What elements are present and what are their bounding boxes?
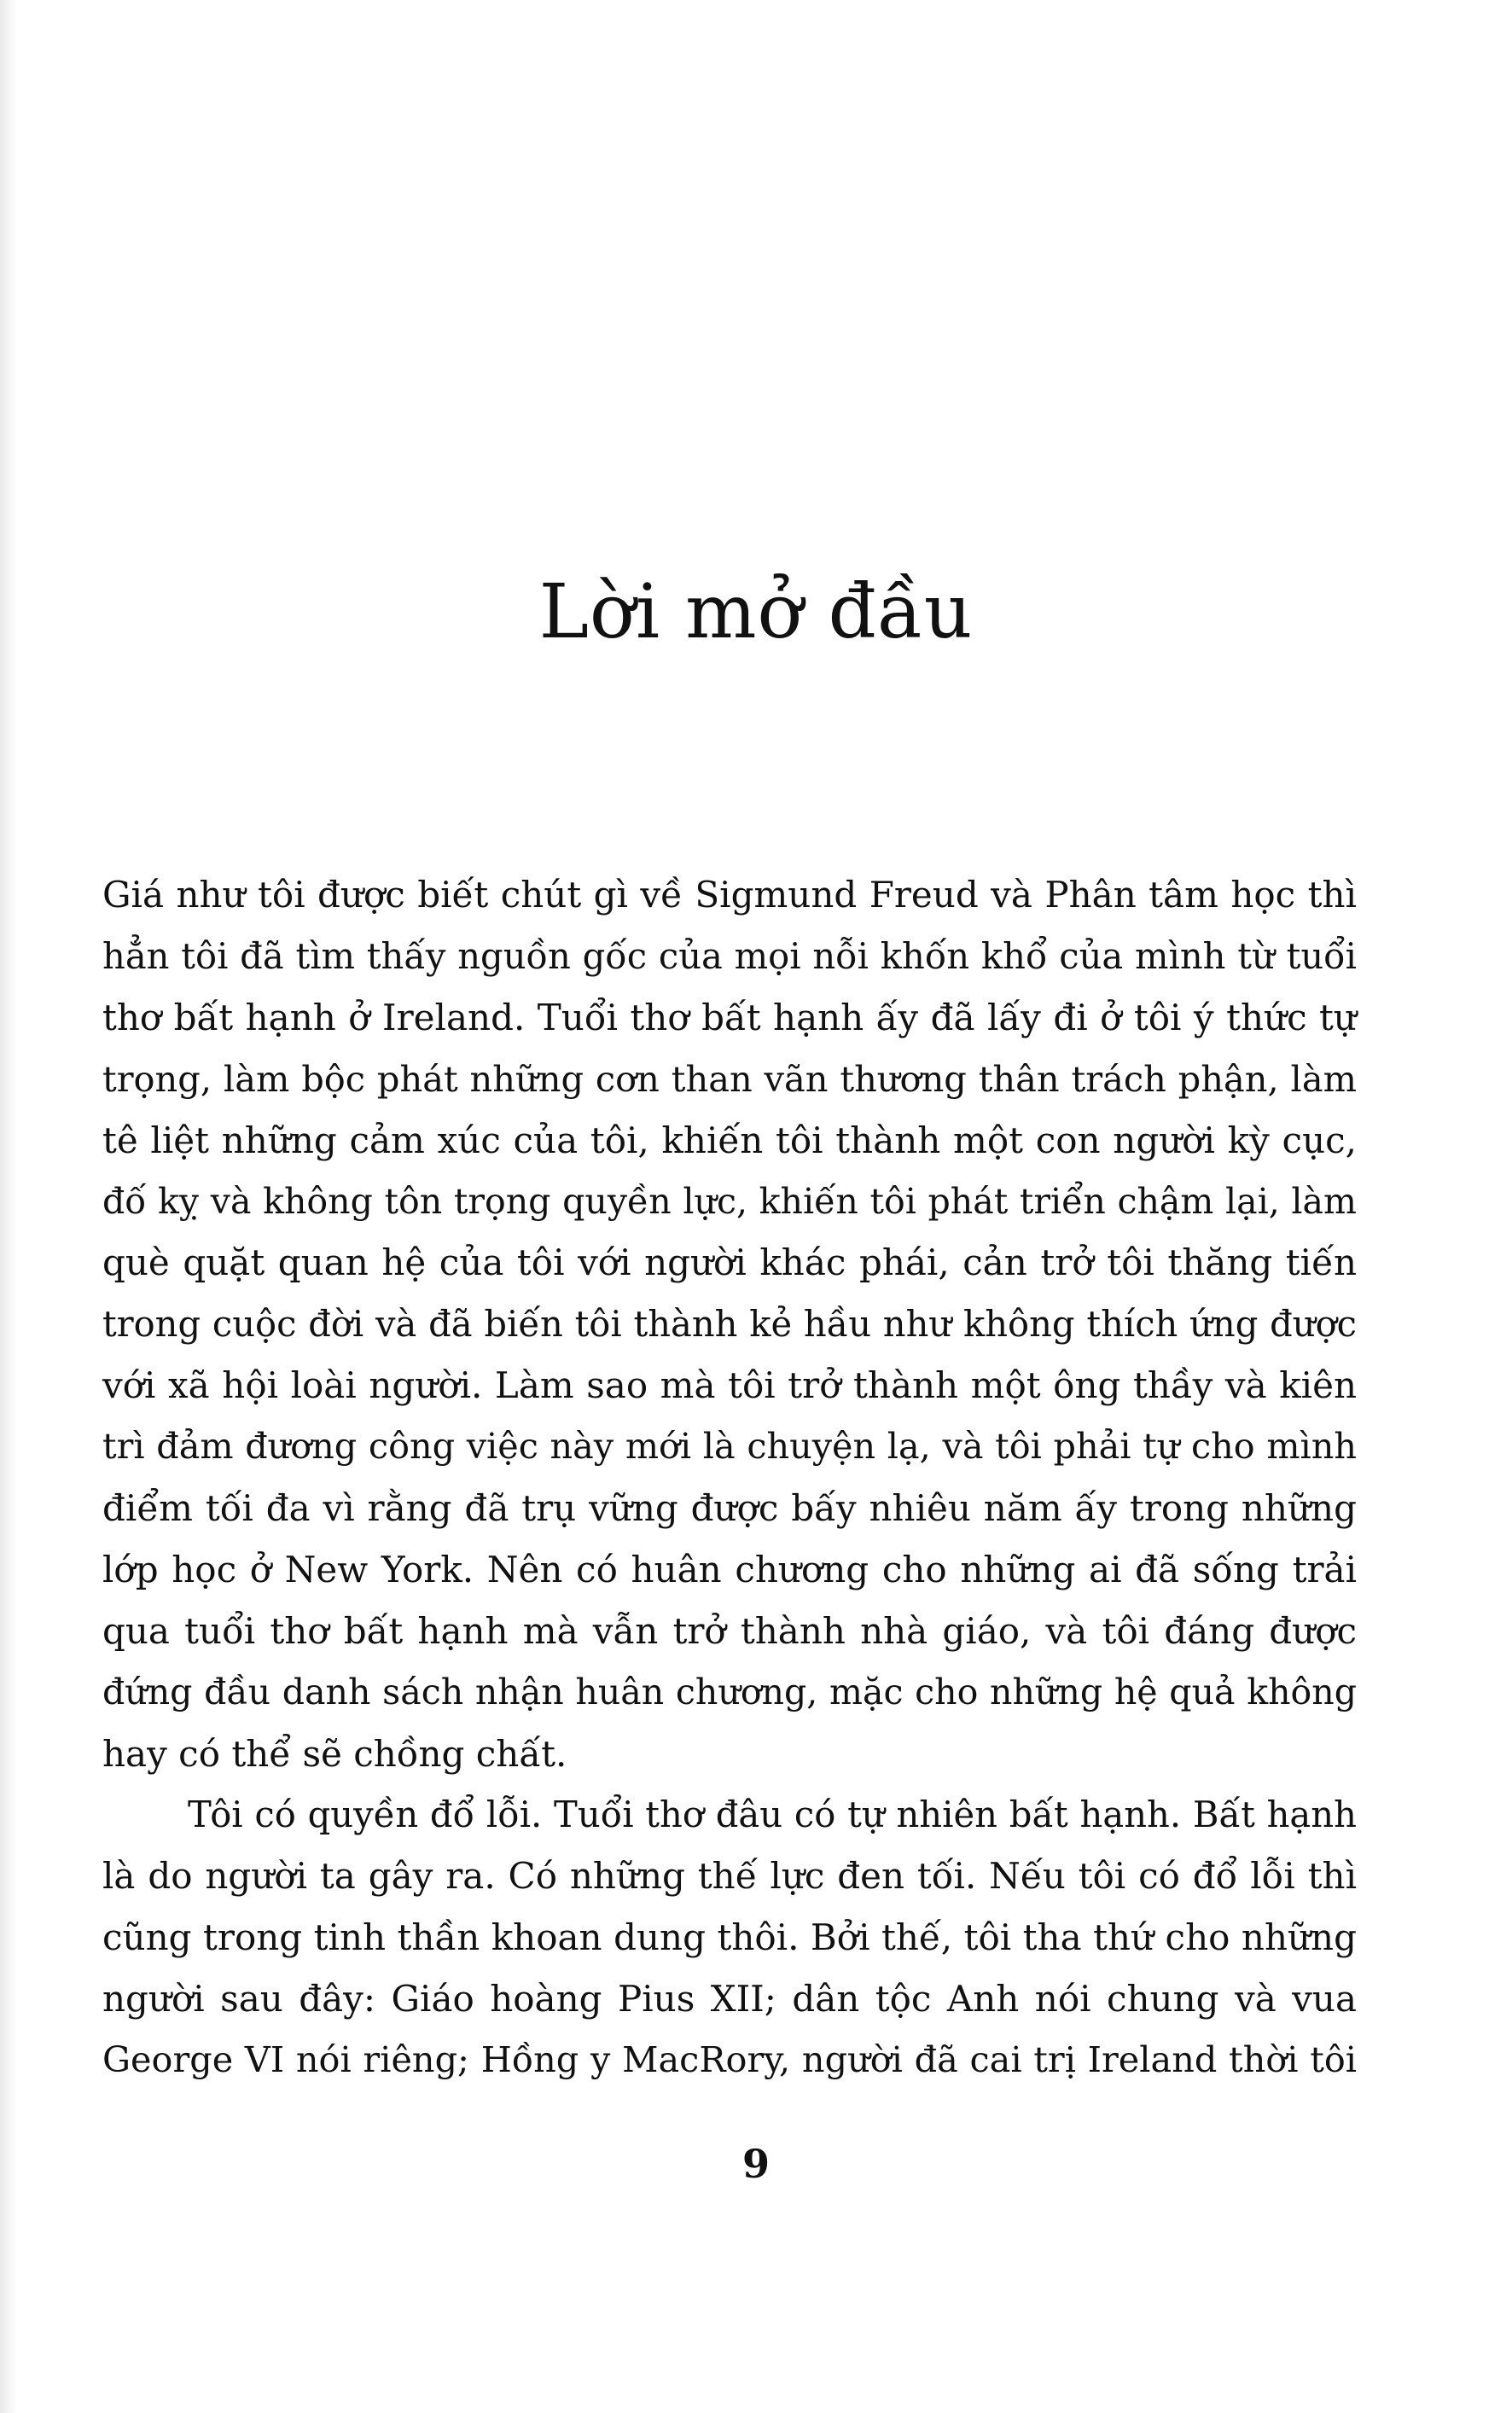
text-line: què quặt quan hệ của tôi với người khác phái, cản trở tôi thăng tiến bbox=[102, 1241, 1357, 1284]
chapter-title: Lời mở đầu bbox=[538, 567, 974, 655]
text-line: trọng, làm bộc phát những cơn than vãn thương thân trách phận, làm bbox=[102, 1057, 1357, 1100]
text-line: qua tuổi thơ bất hạnh mà vẫn trở thành nhà giáo, và tôi đáng được bbox=[102, 1609, 1357, 1652]
text-line: trì đảm đương công việc này mới là chuyện lạ, và tôi phải tự cho mình bbox=[102, 1426, 1357, 1468]
text-line: đứng đầu danh sách nhận huân chương, mặc cho những hệ quả không bbox=[102, 1671, 1357, 1712]
text-line: Tôi có quyền đổ lỗi. Tuổi thơ đâu có tự nhiên bất hạnh. Bất hạnh bbox=[188, 1794, 1357, 1835]
text-line: tê liệt những cảm xúc của tôi, khiến tôi thành một con người kỳ cục, bbox=[102, 1119, 1357, 1161]
paragraph-2 bbox=[102, 1784, 1357, 2091]
paragraph-1 bbox=[102, 864, 1357, 1785]
text-line: trong cuộc đời và đã biến tôi thành kẻ hầu như không thích ứng được bbox=[102, 1303, 1357, 1346]
text-line: người sau đây: Giáo hoàng Pius XII; dân tộc Anh nói chung và vua bbox=[102, 1977, 1357, 2020]
text-line: với xã hội loài người. Làm sao mà tôi trở thành một ông thầy và kiên bbox=[102, 1364, 1357, 1407]
page-number: 9 bbox=[741, 2141, 770, 2187]
text-line: điểm tối đa vì rằng đã trụ vững được bấy nhiêu năm ấy trong những bbox=[102, 1487, 1357, 1530]
text-line: thơ bất hạnh ở Ireland. Tuổi thơ bất hạnh ấy đã lấy đi ở tôi ý thức tự bbox=[102, 996, 1357, 1038]
text-line: George VI nói riêng; Hồng y MacRory, người đã cai trị Ireland thời tôi bbox=[102, 2038, 1357, 2080]
text-line: cũng trong tinh thần khoan dung thôi. Bởi thế, tôi tha thứ cho những bbox=[102, 1916, 1357, 1958]
text-line: Giá như tôi được biết chút gì về Sigmund Freud và Phân tâm học thì bbox=[102, 874, 1357, 916]
text-line: đố kỵ và không tôn trọng quyền lực, khiến tôi phát triển chậm lại, làm bbox=[102, 1180, 1357, 1222]
page-edge-shadow bbox=[0, 0, 17, 2413]
text-line: hẳn tôi đã tìm thấy nguồn gốc của mọi nỗi khốn khổ của mình từ tuổi bbox=[102, 934, 1357, 977]
text-line: hay có thể sẽ chồng chất. bbox=[102, 1732, 567, 1775]
text-line: là do người ta gây ra. Có những thế lực đen tối. Nếu tôi có đổ lỗi thì bbox=[102, 1854, 1357, 1897]
text-line: lớp học ở New York. Nên có huân chương cho những ai đã sống trải bbox=[102, 1548, 1357, 1590]
